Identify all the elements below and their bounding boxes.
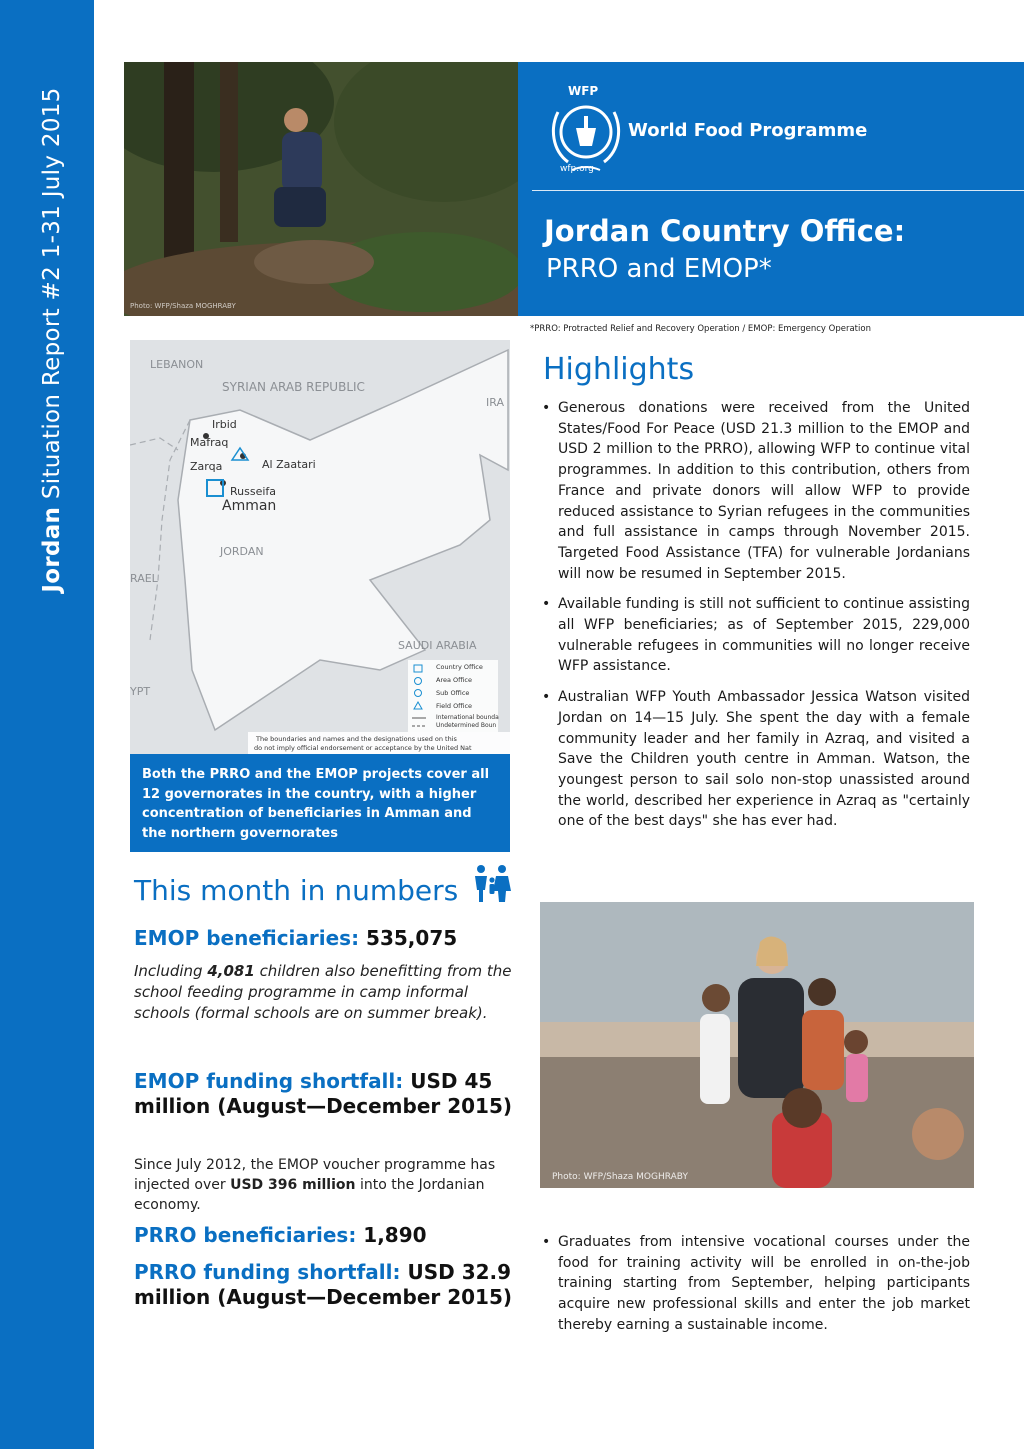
emop-beneficiaries-stat [134,926,457,951]
map-legend-sub-office: Sub Office [436,689,470,697]
map-label-iraq: IRA [486,396,504,409]
map-legend-area-office: Area Office [436,676,472,684]
side-country: Jordan [39,506,65,593]
highlight-item: • Generous donations were received from the United States/Food For Peace (USD 21.3 million to the EMOP and USD 2 million to the PRRO), allowing WFP to continue vital programmes. In addition to this contribution, others from France and private donors will allow WFP to provide reduced assistance to Syrian refugees in the communities and full assistance in camps through November 2015. Targeted Food Assistance (TFA) for vulnerable Jordanians will now be resumed in September 2015. [540,398,970,584]
ambassador-photo [540,902,974,1188]
map-disclaimer-line-2: do not imply official endorsement or acceptance by the United Nat [254,744,472,752]
header-panel [518,62,1024,316]
voucher-note-prefix: Since July 2012, the EMOP voucher programme has injected over [134,1157,496,1193]
map-caption: Both the PRRO and the EMOP projects cover all 12 governorates in the country, with a higher concentration of beneficiaries in Amman and the northern governorates [130,754,510,852]
sidebar-band [0,0,94,1449]
page-subtitle: PRRO and EMOP* [546,254,772,284]
side-report-number: Situation Report #2 [39,265,65,500]
map-label-zarqa: Zarqa [190,460,223,473]
emop-shortfall-stat [134,1069,526,1119]
organization-name: World Food Programme [628,120,868,141]
emop-beneficiaries-value: 535,075 [359,926,458,950]
map-label-mafraq: Mafraq [190,436,229,449]
highlight-item: • Graduates from intensive vocational courses under the food for training activity will be enrolled in on-the-job training starting from September, helping participants acquire new professional skills and enter the job market thereby earning a sustainable income. [540,1232,970,1336]
page-title: Jordan Country Office: [544,214,906,248]
hero-photo-illustration [124,62,518,316]
map-legend-international-boundary: International bounda [436,714,499,721]
map-label-syria: SYRIAN ARAB REPUBLIC [222,380,365,394]
hero-photo-credit: Photo: WFP/Shaza MOGHRABY [130,302,236,310]
family-icon [470,864,514,904]
map-label-irbid: Irbid [212,418,237,431]
map-label-amman: Amman [222,498,277,514]
highlight-item: • Available funding is still not sufficient to continue assisting all WFP beneficiaries; as of September 2015, 229,000 vulnerable refugees in communities will no longer receive WFP assistance. [540,594,970,677]
voucher-note-suffix: into the Jordanian economy. [134,1177,485,1213]
report-side-title [39,60,65,620]
prro-beneficiaries-value: 1,890 [356,1223,427,1247]
map-label-russeifa: Russeifa [230,485,277,498]
voucher-note [134,1155,526,1215]
highlight-item: • Australian WFP Youth Ambassador Jessica Watson visited Jordan on 14—15 July. She spent the day with a female community leader and her family in Azraq, and visited a Save the Children youth centre in Amman. Watson, the youngest person to sail solo non-stop unassisted around the world, described her experience in Azraq as "certainly one of the best days" she has ever had. [540,687,970,832]
numbers-heading: This month in numbers [134,874,459,907]
jordan-map [130,340,510,754]
emop-shortfall-label: EMOP funding shortfall: [134,1069,404,1093]
voucher-amount: USD 396 million [230,1177,356,1193]
map-legend-field-office: Field Office [436,702,473,710]
map-legend-country-office: Country Office [436,663,483,671]
acronym-footnote: *PRRO: Protracted Relief and Recovery Operation / EMOP: Emergency Operation [530,324,871,334]
school-feeding-note [134,961,526,1024]
prro-beneficiaries-stat [134,1223,427,1248]
prro-shortfall-value: USD 32.9 million (August—December 2015) [134,1260,513,1309]
wfp-url[interactable]: wfp.org [560,164,594,174]
school-feeding-note-suffix: children also benefitting from the school feeding programme in camp informal schools (formal schools are on summer break). [134,962,512,1022]
map-label-jordan: JORDAN [220,545,264,558]
map-label-egypt: YPT [130,685,151,698]
highlights-list [540,398,970,842]
school-feeding-children-count: 4,081 [207,962,255,980]
map-label-al-zaatari: Al Zaatari [262,458,316,471]
hero-photo [124,62,518,316]
prro-beneficiaries-label: PRRO beneficiaries: [134,1223,357,1247]
prro-shortfall-stat [134,1260,526,1310]
map-label-israel: RAEL [130,572,158,585]
wfp-acronym: WFP [568,84,599,98]
map-disclaimer-line-1: The boundaries and names and the designations used on this [256,735,457,743]
emop-shortfall-value: USD 45 million (August—December 2015) [134,1069,513,1118]
emop-beneficiaries-label: EMOP beneficiaries: [134,926,360,950]
side-period: 1-31 July 2015 [39,87,65,259]
map-legend-undetermined-boundary: Undetermined Boun [436,722,497,729]
prro-shortfall-label: PRRO funding shortfall: [134,1260,401,1284]
highlights-list-continued [540,1232,970,1346]
map-label-saudi-arabia: SAUDI ARABIA [398,639,477,652]
header-divider [532,190,1024,191]
ambassador-photo-credit: Photo: WFP/Shaza MOGHRABY [552,1172,688,1182]
map-label-lebanon: LEBANON [150,358,204,371]
school-feeding-note-prefix: Including [134,962,208,980]
highlights-heading: Highlights [543,352,695,387]
ambassador-photo-illustration [540,902,974,1188]
